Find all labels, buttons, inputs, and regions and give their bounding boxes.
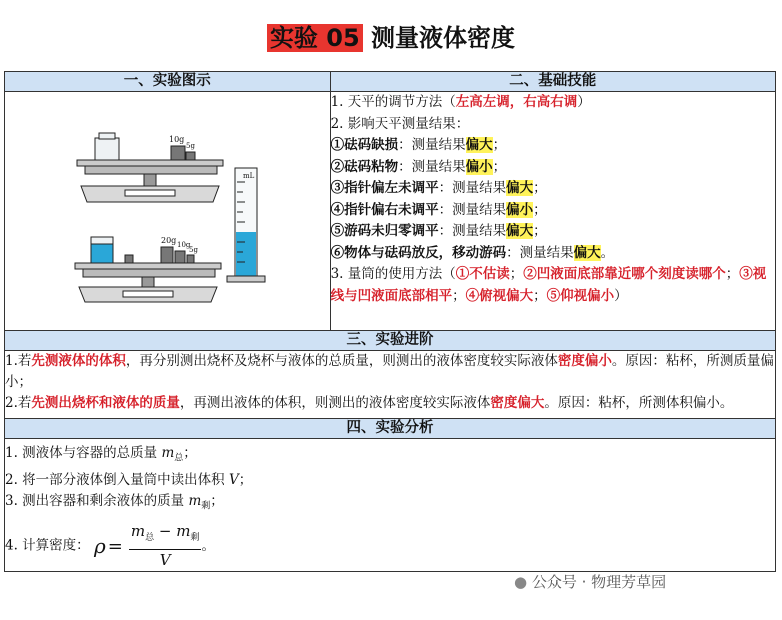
cylinder-usage: 3. 量筒的使用方法（①不估读；②凹液面底部靠近哪个刻度读哪个；③视线与凹液面底部相平；④俯视偏大；⑤仰视偏小）: [330, 266, 767, 304]
section2-header: 二、基础技能: [330, 72, 775, 92]
wechat-icon: ●: [514, 573, 528, 591]
content-table: [4, 71, 776, 572]
balance-adjust-line: 1. 天平的调节方法（左高左调，右高右调）: [330, 94, 591, 110]
balance-lower: [75, 236, 221, 302]
watermark: ● 公众号 · 物理芳草园: [514, 573, 667, 591]
advanced-para-2: 2.若先测出烧杯和液体的质量，再测出液体的体积，则测出的液体密度较实际液体密度偏大。原因：粘杯，所测体积偏小。: [5, 395, 734, 411]
weight-label-5g: 5g: [186, 142, 195, 150]
basic-skills-content: [330, 92, 775, 331]
section3-header: 三、实验进阶: [5, 331, 776, 351]
influence-item: ⑥物体与砝码放反，移动游码：测量结果偏大。: [330, 244, 615, 261]
analysis-step-3: 3. 测出容器和剩余液体的质量 $m_剩$；: [5, 492, 224, 512]
weight-label-20g: 20g: [161, 236, 177, 245]
cylinder-unit-label: mL: [243, 172, 255, 180]
influence-item: ②砝码粘物：测量结果偏小；: [330, 158, 507, 175]
influence-item: ④指针偏右未调平：测量结果偏小；: [330, 201, 547, 218]
title-text: 测量液体密度: [362, 24, 516, 52]
weight-label-10g: 10g: [169, 135, 185, 144]
analysis-step-4: 4. 计算密度： ρ = $\frac{m_总 - m_剩}{V}$ 。: [5, 522, 215, 570]
balance-and-cylinder-diagram: [5, 92, 331, 330]
experiment-badge: 实验 05: [267, 24, 363, 52]
density-formula: ρ = $\frac{m_总 - m_剩}{V}$ 。: [93, 522, 215, 570]
influence-heading: 2. 影响天平测量结果：: [330, 115, 470, 132]
weight-label-10g-2: 10g: [177, 241, 191, 249]
weight-label-5g-2: 5g: [189, 246, 198, 254]
influence-item: ⑤游码未归零调平：测量结果偏大；: [330, 223, 547, 239]
balance-upper: [77, 133, 223, 202]
analysis-step-1: 1. 测液体与容器的总质量 $m_总$；: [5, 445, 197, 464]
page-title: [0, 18, 782, 53]
section1-header: 一、实验图示: [5, 72, 331, 92]
analysis-step-2: 2. 将一部分液体倒入量筒中读出体积 V；: [5, 471, 253, 488]
section4-header: 四、实验分析: [5, 419, 776, 439]
analysis-content: [5, 439, 776, 572]
advanced-para-1: 1.若先测液体的体积，再分别测出烧杯及烧杯与液体的总质量，则测出的液体密度较实际液体密度偏小。原因：粘杯，所测质量偏小；: [5, 353, 774, 390]
measuring-cylinder: [227, 168, 265, 282]
influence-item: ①砝码缺损：测量结果偏大；: [330, 137, 507, 153]
influence-item: ③指针偏左未调平：测量结果偏大；: [330, 180, 547, 196]
advanced-content: [5, 351, 776, 419]
experiment-diagram-cell: [5, 92, 331, 331]
